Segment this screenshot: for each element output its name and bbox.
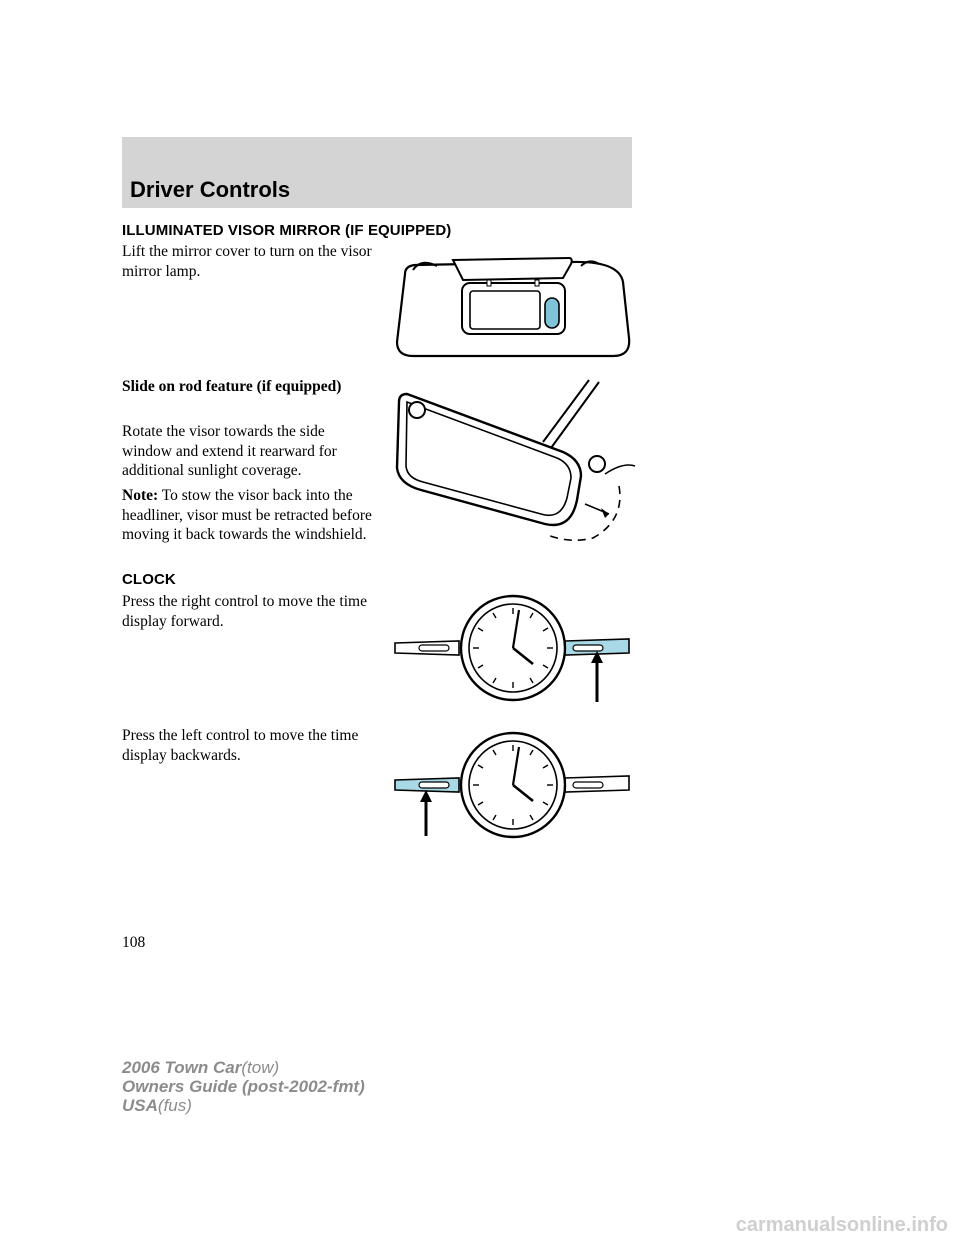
footer-guide: Owners Guide (post-2002-fmt) <box>122 1077 365 1096</box>
section-title: Driver Controls <box>130 177 291 202</box>
visor-slide-illustration <box>393 380 643 545</box>
note-label: Note: <box>122 487 159 504</box>
document-footer <box>122 1058 365 1115</box>
footer-market-code: (fus) <box>157 1096 192 1115</box>
clock-backward-text: Press the left control to move the time display backwards. <box>122 727 359 764</box>
site-watermark: carmanualsonline.info <box>735 1214 948 1236</box>
clock-right-control-illustration <box>393 597 633 702</box>
slide-rod-note <box>122 486 377 545</box>
footer-model-code: (tow) <box>241 1058 280 1077</box>
note-text: To stow the visor back into the headliner, visor must be retracted before moving it back towards the windshield. <box>122 487 372 543</box>
footer-model: 2006 Town Car <box>122 1058 242 1077</box>
slide-rod-text: Rotate the visor towards the side window and extend it rearward for additional sunlight coverage. <box>122 423 337 479</box>
clock-heading: CLOCK <box>122 571 176 588</box>
footer-market: USA <box>122 1096 158 1115</box>
page-number: 108 <box>122 934 146 951</box>
slide-rod-heading: Slide on rod feature (if equipped) <box>122 378 342 395</box>
clock-left-control-illustration <box>393 734 633 839</box>
visor-mirror-illustration <box>393 252 633 364</box>
clock-forward-text: Press the right control to move the time display forward. <box>122 593 367 630</box>
visor-mirror-text: Lift the mirror cover to turn on the visor mirror lamp. <box>122 243 372 280</box>
visor-mirror-heading: ILLUMINATED VISOR MIRROR (IF EQUIPPED) <box>122 222 452 239</box>
